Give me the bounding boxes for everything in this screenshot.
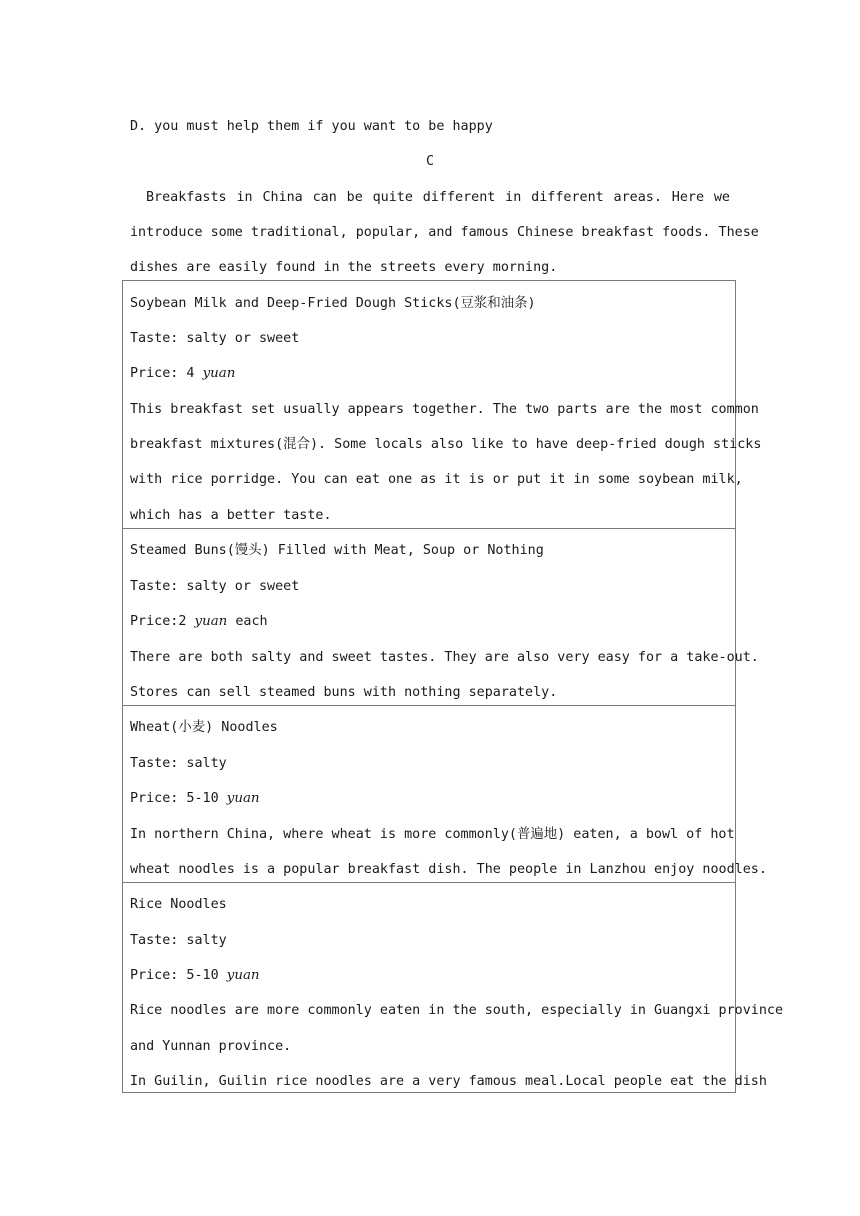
intro-line-3: dishes are easily found in the streets every morning. (130, 260, 558, 275)
table-divider (122, 882, 736, 883)
item-price: Price: 4 yuan (130, 366, 236, 381)
item-title: Steamed Buns(馒头) Filled with Meat, Soup or Nothing (130, 543, 544, 558)
item-taste: Taste: salty (130, 933, 227, 948)
item-desc-line: wheat noodles is a popular breakfast dish. The people in Lanzhou enjoy noodles. (130, 862, 767, 877)
intro-line-2: introduce some traditional, popular, and famous Chinese breakfast foods. These (130, 225, 759, 240)
item-desc-line: with rice porridge. You can eat one as it is or put it in some soybean milk, (130, 472, 743, 487)
item-desc-line: In Guilin, Guilin rice noodles are a very famous meal.Local people eat the dish (130, 1074, 767, 1089)
table-divider (122, 705, 736, 706)
item-desc-line: breakfast mixtures(混合). Some locals also like to have deep-fried dough sticks (130, 437, 762, 452)
item-price: Price: 5-10 yuan (130, 791, 260, 806)
item-desc-line: Rice noodles are more commonly eaten in the south, especially in Guangxi province (130, 1003, 784, 1018)
intro-line-1: Breakfasts in China can be quite different in different areas. Here we (146, 190, 730, 205)
table-divider (122, 528, 736, 529)
item-desc-line: There are both salty and sweet tastes. They are also very easy for a take-out. (130, 650, 759, 665)
item-desc-line: which has a better taste. (130, 508, 332, 523)
item-title: Wheat(小麦) Noodles (130, 720, 278, 735)
item-taste: Taste: salty or sweet (130, 579, 300, 594)
item-title: Soybean Milk and Deep-Fried Dough Sticks(豆浆和油条) (130, 296, 536, 311)
item-desc-line: Stores can sell steamed buns with nothing separately. (130, 685, 558, 700)
item-price: Price: 5-10 yuan (130, 968, 260, 983)
section-letter: C (425, 154, 435, 169)
item-title: Rice Noodles (130, 897, 227, 912)
previous-option-d: D. you must help them if you want to be happy (130, 119, 493, 134)
item-taste: Taste: salty (130, 756, 227, 771)
item-taste: Taste: salty or sweet (130, 331, 300, 346)
item-desc-line: and Yunnan province. (130, 1039, 292, 1054)
item-desc-line: This breakfast set usually appears together. The two parts are the most common (130, 402, 759, 417)
item-desc-line: In northern China, where wheat is more commonly(普遍地) eaten, a bowl of hot (130, 827, 735, 842)
item-price: Price:2 yuan each (130, 614, 268, 629)
